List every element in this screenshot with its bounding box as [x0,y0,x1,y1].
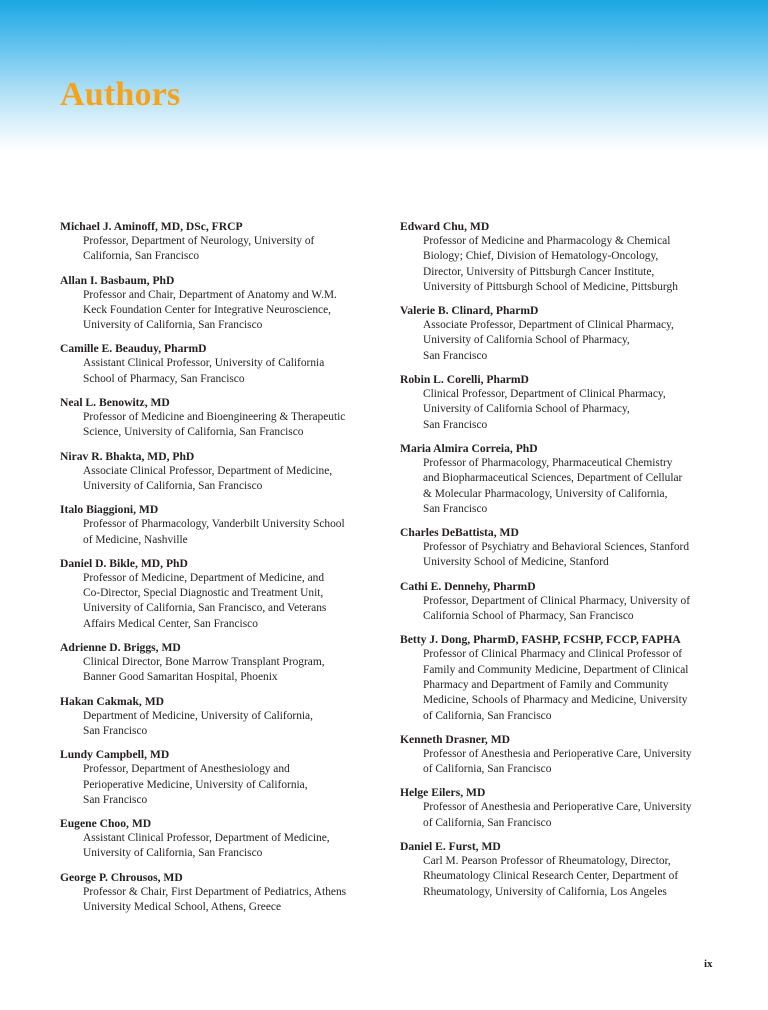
author-entry [400,785,730,831]
author-name: Allan I. Basbaum, PhD [60,273,175,287]
page-title: Authors [60,76,181,113]
author-name: George P. Chrousos, MD [60,870,183,884]
author-affiliation-line: Assistant Clinical Professor, Department of Medicine, [83,832,330,845]
author-affiliation-line: University Medical School, Athens, Greece [83,901,282,914]
author-affiliation-line: University School of Medicine, Stanford [423,556,609,569]
author-affiliation-line: Co-Director, Special Diagnostic and Treatment Unit, [83,587,324,600]
author-name: Neal L. Benowitz, MD [60,396,170,410]
author-affiliation-line: San Francisco [423,418,488,431]
author-entry [400,579,730,625]
author-affiliation-line: Biology; Chief, Division of Hematology-Oncology, [423,250,659,263]
author-affiliation-line: Rheumatology Clinical Research Center, Department of [423,870,679,883]
author-affiliation-line: Keck Foundation Center for Integrative Neuroscience, [83,303,331,316]
author-affiliation-line: Professor, Department of Neurology, University of [83,235,315,247]
author-entry [400,219,730,295]
author-affiliation-line: Medicine, Schools of Pharmacy and Medicine, University [423,694,688,707]
author-name: Camille E. Beauduy, PharmD [60,342,207,356]
author-affiliation-line: Department of Medicine, University of California, [83,709,313,722]
author-name: Lundy Campbell, MD [60,748,170,762]
author-affiliation-line: University of California, San Francisco, and Veterans [83,602,327,615]
author-name: Nirav R. Bhakta, MD, PhD [60,449,195,463]
author-affiliation-line: of California, San Francisco [423,709,552,722]
author-affiliation-line: Professor of Medicine and Pharmacology & Chemical [423,235,671,247]
author-affiliation-line: University of California School of Pharmacy, [423,334,630,347]
author-name: Charles DeBattista, MD [400,526,519,540]
author-entry [60,816,382,862]
author-name: Maria Almira Correia, PhD [400,441,538,455]
author-affiliation-line: San Francisco [83,793,148,806]
author-entry [60,341,382,387]
author-affiliation-line: University of California School of Pharmacy, [423,403,630,416]
author-affiliation-line: San Francisco [83,724,148,737]
author-name: Robin L. Corelli, PharmD [400,373,529,387]
author-affiliation-line: Professor of Anesthesia and Perioperative Care, University [423,801,692,814]
author-affiliation-line: of Medicine, Nashville [83,533,188,546]
author-affiliation-line: Professor, Department of Clinical Pharmacy, University of [423,594,691,607]
author-affiliation-line: University of California, San Francisco [83,847,263,860]
header-band [0,0,768,150]
author-affiliation-line: of California, San Francisco [423,816,552,829]
author-affiliation-line: Banner Good Samaritan Hospital, Phoenix [83,671,278,684]
author-affiliation-line: Pharmacy and Department of Family and Community [423,678,669,691]
authors-column-right [400,219,730,908]
author-affiliation-line: California School of Pharmacy, San Francisco [423,610,634,623]
author-name: Michael J. Aminoff, MD, DSc, FRCP [60,220,243,233]
author-name: Valerie B. Clinard, PharmD [400,304,539,318]
author-affiliation-line: University of California, San Francisco [83,319,263,332]
author-entry [60,219,382,265]
author-affiliation-line: Professor of Pharmacology, Pharmaceutical Chemistry [423,456,673,469]
author-affiliation-line: University of Pittsburgh School of Medicine, Pittsburgh [423,280,678,293]
author-affiliation-line: Professor, Department of Anesthesiology and [83,763,290,776]
author-entry [60,556,382,632]
author-affiliation-line: Perioperative Medicine, University of California, [83,778,308,791]
author-entry [400,441,730,517]
author-affiliation-line: Professor & Chair, First Department of Pediatrics, Athens [83,885,347,898]
author-affiliation-line: of California, San Francisco [423,763,552,776]
author-affiliation-line: School of Pharmacy, San Francisco [83,372,245,385]
author-name: Betty J. Dong, PharmD, FASHP, FCSHP, FCCP, FAPHA [400,633,681,647]
author-name: Hakan Cakmak, MD [60,694,165,708]
author-entry [60,502,382,548]
author-affiliation-line: San Francisco [423,502,488,515]
author-name: Kenneth Drasner, MD [400,732,511,746]
author-name: Italo Biaggioni, MD [60,503,159,517]
author-entry [60,273,382,334]
author-name: Daniel E. Furst, MD [400,840,501,854]
author-entry [400,303,730,364]
author-entry [60,747,382,808]
author-affiliation-line: Director, University of Pittsburgh Cancer Institute, [423,265,655,278]
author-name: Eugene Choo, MD [60,817,152,831]
author-entry [60,640,382,686]
author-affiliation-line: Affairs Medical Center, San Francisco [83,617,258,630]
author-affiliation-line: Clinical Director, Bone Marrow Transplant Program, [83,656,325,669]
author-affiliation-line: Family and Community Medicine, Department of Clinical [423,663,689,676]
author-name: Daniel D. Bikle, MD, PhD [60,556,188,570]
author-entry [400,372,730,433]
author-affiliation-line: Assistant Clinical Professor, University of California [83,357,325,370]
author-affiliation-line: Professor of Anesthesia and Perioperative Care, University [423,747,692,760]
author-entry [400,525,730,571]
author-entry [60,694,382,740]
author-affiliation-line: Rheumatology, University of California, Los Angeles [423,885,667,898]
authors-column-left [60,219,382,923]
author-affiliation-line: Professor of Medicine, Department of Medicine, and [83,571,325,584]
author-affiliation-line: Professor of Psychiatry and Behavioral Sciences, Stanford [423,541,690,554]
author-affiliation-line: University of California, San Francisco [83,479,263,492]
author-affiliation-line: Carl M. Pearson Professor of Rheumatology, Director, [423,855,671,868]
author-affiliation-line: and Biopharmaceutical Sciences, Department of Cellular [423,472,683,485]
author-affiliation-line: Associate Clinical Professor, Department of Medicine, [83,464,333,477]
author-name: Cathi E. Dennehy, PharmD [400,579,536,593]
author-affiliation-line: Professor of Pharmacology, Vanderbilt University School [83,518,345,531]
author-name: Adrienne D. Briggs, MD [60,641,181,655]
author-name: Helge Eilers, MD [400,786,486,800]
author-affiliation-line: Associate Professor, Department of Clinical Pharmacy, [423,319,674,332]
author-entry [400,632,730,723]
author-name: Edward Chu, MD [400,220,490,233]
author-entry [400,839,730,900]
author-affiliation-line: Professor and Chair, Department of Anatomy and W.M. [83,288,337,301]
author-affiliation-line: California, San Francisco [83,250,200,263]
author-entry [60,395,382,441]
author-entry [60,870,382,916]
author-affiliation-line: Professor of Medicine and Bioengineering & Therapeutic [83,411,346,424]
author-affiliation-line: & Molecular Pharmacology, University of California, [423,487,668,500]
page-number: ix [704,958,713,970]
author-entry [60,449,382,495]
author-entry [400,732,730,778]
author-affiliation-line: San Francisco [423,349,488,362]
author-affiliation-line: Clinical Professor, Department of Clinical Pharmacy, [423,388,666,401]
author-affiliation-line: Professor of Clinical Pharmacy and Clinical Professor of [423,648,683,661]
author-affiliation-line: Science, University of California, San Francisco [83,426,304,439]
